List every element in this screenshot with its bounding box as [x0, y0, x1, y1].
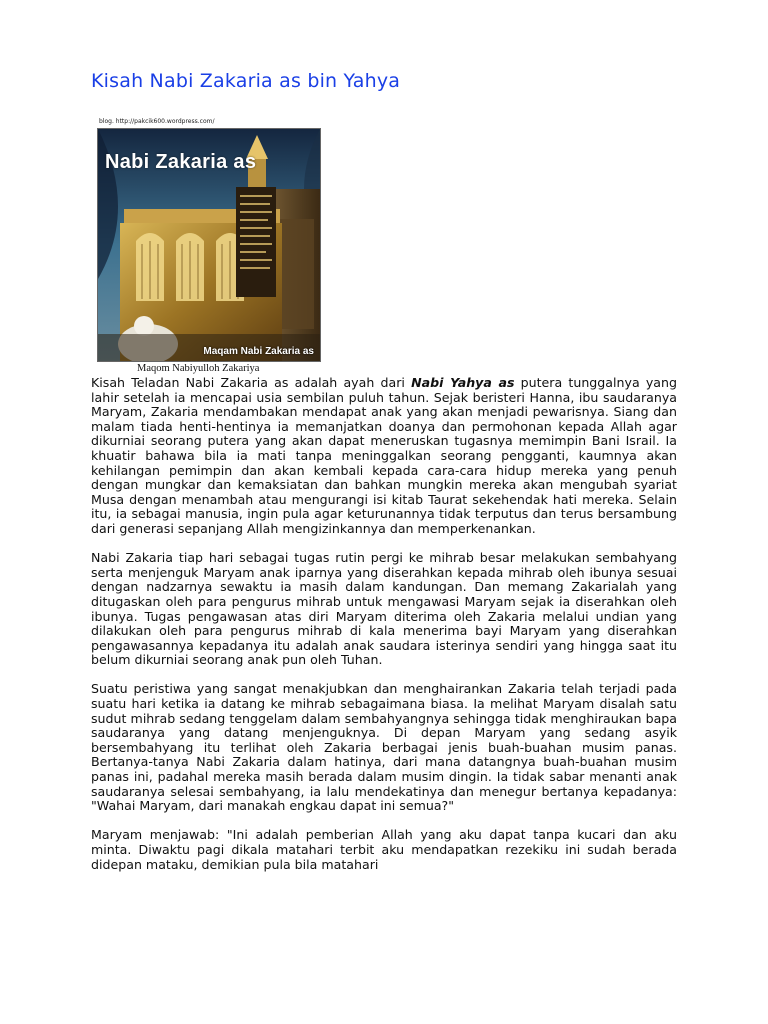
- figure-caption: Maqom Nabiyulloh Zakariya: [137, 363, 260, 374]
- article-body: [91, 376, 677, 887]
- paragraph-4: Maryam menjawab: "Ini adalah pemberian Allah yang aku dapat tanpa kucari dan aku minta. Diwaktu pagi dikala matahari terbit aku mendapatkan rezekiku ini sudah berada didepan mataku, demikian pula bila matahari: [91, 827, 677, 872]
- document-title: Kisah Nabi Zakaria as bin Yahya: [91, 70, 401, 92]
- photo-overlay-title: Nabi Zakaria as: [105, 151, 257, 173]
- paragraph-1: [91, 376, 677, 537]
- paragraph-2: Nabi Zakaria tiap hari sebagai tugas rutin pergi ke mihrab besar melakukan sembahyang serta menjenguk Maryam anak iparnya yang diserahkan kepada mihrab oleh ibunya sesuai dengan nadzarnya sewaktu ia masih dalam kandungan. Dan memang Zakarialah yang ditugaskan oleh para pengurus mihrab untuk mengawasi Maryam sejak ia diserahkan oleh ibunya. Tugas pengawasan atas diri Maryam diterima oleh Zakaria melalui undian yang dilakukan oleh para pengurus mihrab di kala menerima bayi Maryam yang diserahkan pengawasannya kepadanya itu adalah anak saudara isterinya sendiri yang hingga saat itu belum dikurniai seorang anak pun oleh Tuhan.: [91, 550, 677, 668]
- paragraph-3: Suatu peristiwa yang sangat menakjubkan dan menghairankan Zakaria telah terjadi pada suatu hari ketika ia datang ke mihrab sebagaimana biasa. Ia melihat Maryam disalah satu sudut mihrab sedang tenggelam dalam sembahyangnya sehingga tidak menghiraukan bapa saudaranya yang datang menjenguknya. Di depan Maryam yang sedang asyik bersembahyang itu terlihat oleh Zakaria berbagai jenis buah-buahan musim panas. Bertanya-tanya Nabi Zakaria dalam hatinya, dari mana datangnya buah-buahan musim panas ini, padahal mereka masih berada dalam musim dingin. Ia tidak sabar menanti anak saudaranya selesai sembahyang, ia lalu mendekatinya dan menegur bertanya kepadanya: "Wahai Maryam, dari manakah engkau dapat ini semua?": [91, 681, 677, 814]
- paragraph-1-rest: putera tunggalnya yang lahir setelah ia mencapai usia sembilan puluh tahun. Sejak beristeri Hanna, ibu saudaranya Maryam, Zakaria mendambakan mendapat anak yang akan menjadi pewarisnya. Siang dan malam tiada henti-hentinya ia memanjatkan doanya dan permohonan kepada Allah agar dikurniai seorang putera yang akan dapat meneruskan tugasnya memimpin Bani Israil. Ia khuatir bahawa bila ia mati tanpa meninggalkan seorang pengganti, kaumnya akan kehilangan pemimpin dan akan kembali kepada cara-cara hidup mereka yang penuh dengan mungkar dan kemaksiatan dan bahkan mungkin mereka akan mengubah syariat Musa dengan menambah atau mengurangi isi kitab Taurat sekehendak hati mereka. Selain itu, ia sebagai manusia, ingin pula agar keturunannya tidak terputus dan terus bersambung dari generasi sepanjang Allah mengizinkannya dan memperkenankan.: [91, 375, 678, 536]
- photo-credit: blog. http://pakcik600.wordpress.com/: [99, 118, 215, 125]
- shrine-photo: [97, 128, 321, 362]
- photo-overlay-caption: Maqam Nabi Zakaria as: [203, 346, 314, 357]
- paragraph-1-lead: Kisah Teladan Nabi Zakaria as adalah ayah dari: [91, 375, 412, 390]
- shrine-figure: [97, 118, 321, 362]
- nabi-yahya-emphasis: Nabi Yahya as: [411, 375, 515, 390]
